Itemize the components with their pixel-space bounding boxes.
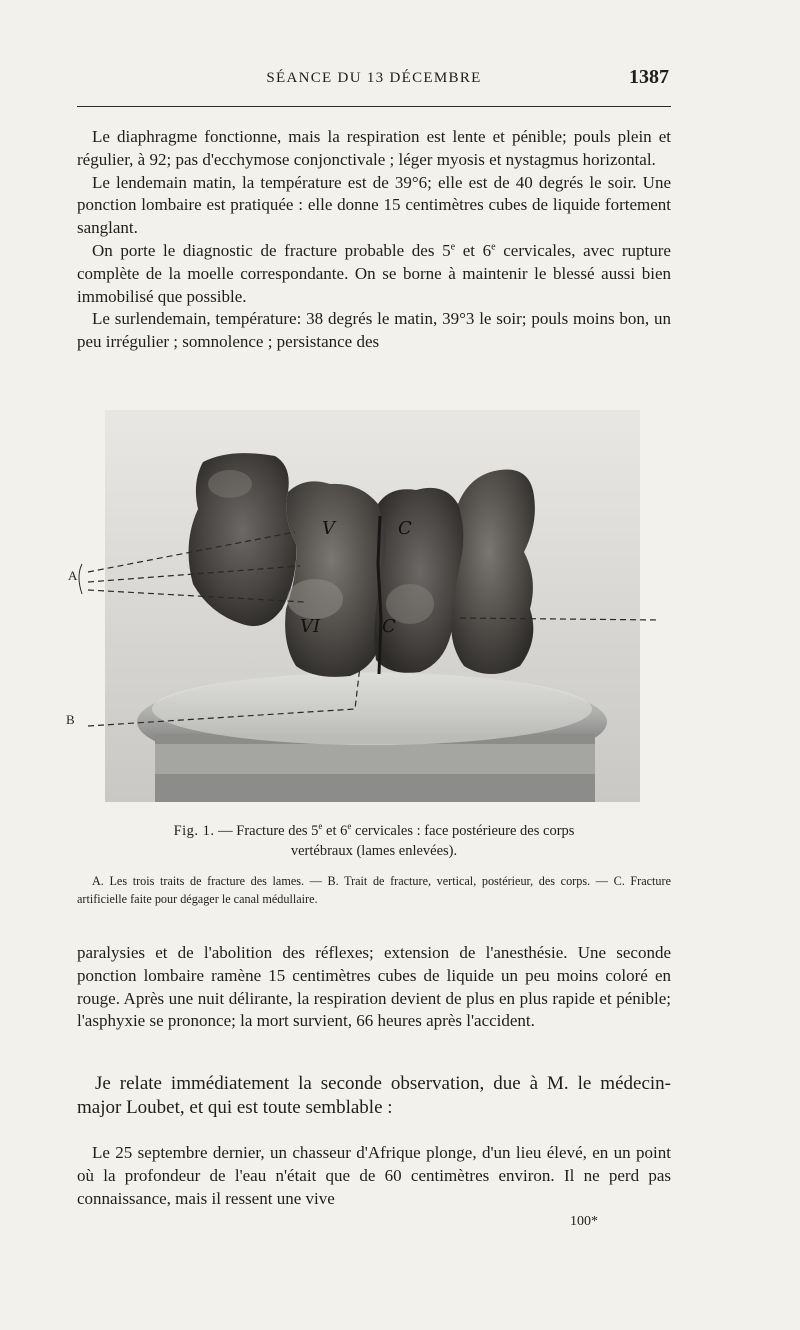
paragraph: Le diaphragme fonctionne, mais la respiration est lente et pénible; pouls plein et régulier, à 92; pas d'ecchymose conjonctivale ; léger myosis et nystagmus horizontal. xyxy=(77,127,671,169)
text-run: On porte le diagnostic de fracture probable des 5 xyxy=(92,240,451,260)
header-rule xyxy=(77,106,671,107)
superscript: e xyxy=(450,241,456,253)
mark-c-bottom: C xyxy=(382,616,396,637)
mark-v-top: V xyxy=(322,518,335,539)
paragraph: Le 25 septembre dernier, un chasseur d'Afrique plonge, d'un lieu élevé, en un point où la profondeur de l'eau n'était que de 60 centimètres environ. Il ne perd pas connaissance, mais il ressent une vive xyxy=(77,1143,671,1208)
mark-c-top: C xyxy=(398,518,412,539)
top-text-block xyxy=(77,126,671,354)
figure-legend xyxy=(77,872,671,908)
paragraph: Le lendemain matin, la température est de 39°6; elle est de 40 degrés le soir. Une ponction lombaire est pratiquée : elle donne 15 centimètres cubes de liquide fortement sanglant. xyxy=(77,172,671,238)
large-paragraph-block xyxy=(77,1072,671,1120)
caption-line-2: vertébraux (lames enlevées). xyxy=(290,843,458,859)
running-head xyxy=(77,66,671,94)
caption-dash: — xyxy=(214,823,237,839)
label-b: B xyxy=(66,712,75,727)
text-run: et 6 xyxy=(322,823,348,839)
label-a: A xyxy=(68,568,78,583)
legend-text: A. Les trois traits de fracture des lames. — B. Trait de fracture, vertical, postérieur, des corps. — C. Fracture artificielle faite pour dégager le canal médullaire. xyxy=(77,874,671,906)
bracket-a xyxy=(79,564,82,594)
bottom-text-block xyxy=(77,1142,671,1210)
page-number: 1387 xyxy=(629,66,669,88)
figure-caption xyxy=(77,821,671,861)
vertebra-right-piece xyxy=(451,470,535,674)
text-run: Fracture des 5 xyxy=(236,823,319,839)
superscript: e xyxy=(491,241,496,253)
paragraph: paralysies et de l'abolition des réflexes; extension de l'anesthésie. Une seconde ponction lombaire ramène 15 centimètres cubes de liquide un peu moins coloré en rouge. Après une nuit délirante, la respiration devient de plus en plus rapide et pénible; l'asphyxie se prononce; la mort survient, 66 heures après l'accident. xyxy=(77,943,671,1031)
middle-text-block xyxy=(77,942,671,1033)
running-title: SÉANCE DU 13 DÉCEMBRE xyxy=(266,70,482,86)
paragraph xyxy=(77,240,671,308)
superscript: e xyxy=(318,821,323,832)
caption-line-1 xyxy=(77,821,671,841)
signature-mark: 100* xyxy=(570,1214,598,1229)
text-run: et 6 xyxy=(455,240,492,260)
figure-label: Fig. 1. xyxy=(173,823,215,839)
vertebra-body-sixth xyxy=(285,481,388,677)
text-run: cervicales : face postérieure des corps xyxy=(351,823,575,839)
mark-v-bottom: VI xyxy=(300,616,321,637)
vertebra-photo xyxy=(60,404,670,812)
superscript: e xyxy=(347,821,352,832)
figure-photograph xyxy=(60,404,670,812)
text-run: cervicales, avec rupture complète de la moelle correspondante. On se borne à maintenir le blessé aussi bien immobilisé que possible. xyxy=(77,240,671,306)
paragraph: Le surlendemain, température: 38 degrés le matin, 39°3 le soir; pouls moins bon, un peu irrégulier ; somnolence ; persistance des xyxy=(77,309,671,352)
paragraph: Je relate immédiatement la seconde observation, due à M. le médecin-major Loubet, et qui est toute semblable : xyxy=(77,1073,671,1118)
